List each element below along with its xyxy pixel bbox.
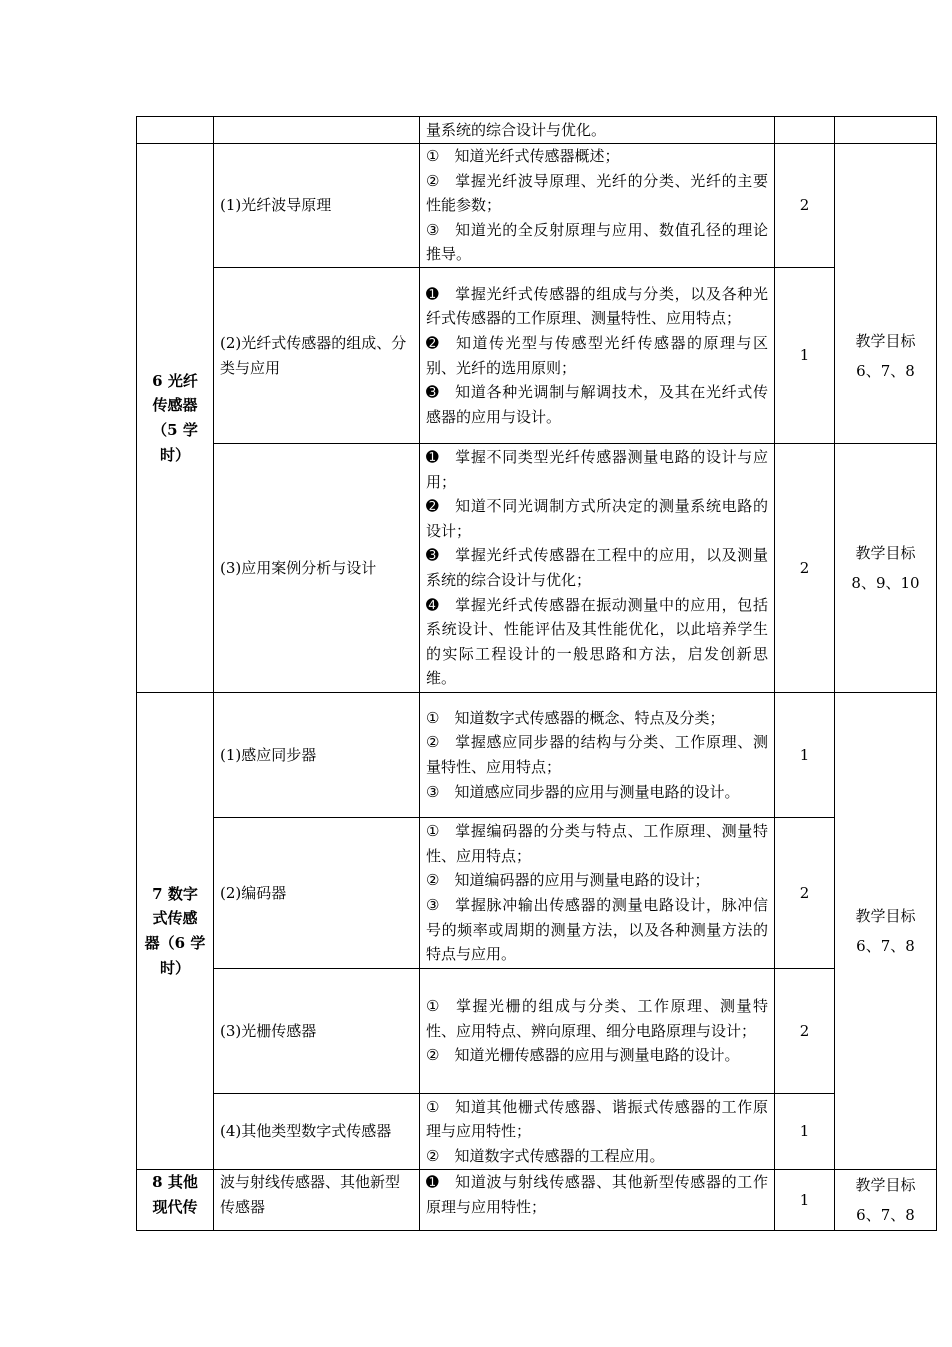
content-item [426,144,768,169]
content-item [426,380,768,429]
content-item [426,706,768,731]
item-marker: ③ [426,782,440,801]
chapter-line: 6 光纤 [152,371,198,390]
item-text: 知道各种光调制与解调技术，及其在光纤式传感器的应用与设计。 [426,383,768,426]
goal-label: 教学目标 [855,1176,916,1194]
item-marker: ② [426,733,440,752]
topic-cell: (4)其他类型数字式传感器 [214,1094,420,1170]
content-item [426,819,768,868]
goal-numbers: 6、7、8 [856,937,915,955]
content-cell [420,818,775,969]
goal-numbers: 6、7、8 [856,1206,915,1224]
syllabus-table [136,116,937,1231]
chapter-cell [137,693,214,1170]
item-marker: ② [426,1146,440,1165]
item-text: 知道感应同步器的应用与测量电路的设计。 [454,782,740,801]
goal-cell [835,444,937,693]
goal-numbers: 8、9、10 [851,574,920,592]
item-text: 知道编码器的应用与测量电路的设计； [454,871,710,890]
table-row [137,144,937,268]
item-marker: ➍ [426,595,439,614]
goal-cell [835,1170,937,1231]
chapter-line: 7 数字 [152,884,198,903]
content-item [426,893,768,967]
table-row [137,117,937,144]
hours-cell: 2 [775,444,835,693]
chapter-line: 传感器 [152,396,198,415]
chapter-line: 时） [159,445,190,464]
content-cell [420,1094,775,1170]
chapter-cell [137,117,214,144]
item-marker: ➊ [426,448,439,467]
item-text: 掌握光栅的组成与分类、工作原理、测量特性、应用特点、辨向原理、细分电路原理与设计； [426,997,768,1040]
item-marker: ① [426,822,440,841]
content-item [426,282,768,331]
goal-cell [835,693,937,1170]
hours-cell: 2 [775,818,835,969]
item-text: 掌握光纤波导原理、光纤的分类、光纤的主要性能参数； [426,171,768,215]
hours-cell: 1 [775,1170,835,1231]
content-cell [420,144,775,268]
item-marker: ① [426,997,440,1016]
content-cell [420,268,775,444]
item-marker: ➋ [426,497,439,516]
item-marker: ➌ [426,546,439,565]
topic-cell: 波与射线传感器、其他新型传感器 [214,1170,420,1231]
chapter-line: 器（6 学 [144,934,206,952]
item-marker: ③ [426,896,440,914]
item-text: 知道光栅传感器的应用与测量电路的设计。 [454,1046,740,1065]
topic-cell: (2)光纤式传感器的组成、分类与应用 [214,268,420,444]
hours-cell: 1 [775,268,835,444]
content-cell [420,444,775,693]
goal-cell [835,117,937,144]
content-item [426,445,768,494]
item-marker: ① [426,1097,440,1116]
item-text: 知道其他栅式传感器、谐振式传感器的工作原理与应用特性； [426,1097,768,1141]
item-marker: ① [426,147,440,166]
hours-cell: 2 [775,144,835,268]
item-marker: ③ [426,220,440,239]
table-row [137,268,937,444]
content-cell [420,969,775,1094]
chapter-line: （5 学 [152,421,198,439]
item-text: 知道波与射线传感器、其他新型传感器的工作原理与应用特性； [426,1173,768,1216]
item-marker: ② [426,171,440,190]
content-item [426,780,768,805]
item-marker: ➋ [426,333,439,352]
item-text: 掌握编码器的分类与特点、工作原理、测量特性、应用特点； [426,822,768,865]
content-item [426,169,768,218]
chapter-line: 8 其他 [152,1173,198,1191]
table-row [137,444,937,693]
content-item [426,543,768,592]
content-item [426,218,768,267]
content-item [426,331,768,380]
goal-numbers: 6、7、8 [856,361,915,380]
content-cell [420,1170,775,1231]
hours-cell: 2 [775,969,835,1094]
item-text: 掌握脉冲输出传感器的测量电路设计，脉冲信号的频率或周期的测量方法，以及各种测量方法的特点与应用。 [426,896,768,964]
topic-cell [214,117,420,144]
table-row [137,693,937,818]
item-marker: ➌ [426,383,439,402]
content-cell [420,693,775,818]
content-item [426,1043,768,1068]
chapter-cell [137,1170,214,1231]
item-text: 知道数字式传感器的概念、特点及分类； [454,708,725,727]
chapter-line: 式传感 [152,909,198,928]
chapter-line: 现代传 [152,1197,198,1216]
topic-cell: (3)光栅传感器 [214,969,420,1094]
table-row [137,1170,937,1231]
goal-label: 教学目标 [855,907,916,925]
item-text: 知道光纤式传感器概述； [454,147,620,166]
item-marker: ② [426,1046,440,1065]
topic-cell: (2)编码器 [214,818,420,969]
content-line: 量系统的综合设计与优化。 [426,120,607,139]
hours-cell: 1 [775,693,835,818]
item-marker: ② [426,871,440,890]
goal-label: 教学目标 [855,331,916,350]
table-row [137,818,937,969]
item-text: 知道不同光调制方式所决定的测量系统电路的设计； [426,497,768,540]
hours-cell [775,117,835,144]
table-row [137,969,937,1094]
topic-cell: (3)应用案例分析与设计 [214,444,420,693]
chapter-cell [137,144,214,693]
item-marker: ➊ [426,284,439,303]
content-item [426,1144,768,1169]
table-row [137,1094,937,1170]
content-item [426,868,768,893]
item-text: 知道传光型与传感型光纤传感器的原理与区别、光纤的选用原则； [426,333,768,377]
item-text: 知道光的全反射原理与应用、数值孔径的理论推导。 [426,220,768,264]
content-item [426,1170,768,1219]
chapter-line: 时） [159,958,190,977]
topic-cell: (1)感应同步器 [214,693,420,818]
hours-cell: 1 [775,1094,835,1170]
content-item [426,494,768,543]
item-text: 掌握不同类型光纤传感器测量电路的设计与应用； [426,448,768,491]
content-item [426,730,768,779]
item-marker: ➊ [426,1173,439,1191]
content-cell [420,117,775,144]
topic-cell: (1)光纤波导原理 [214,144,420,268]
goal-cell [835,144,937,444]
item-text: 掌握光纤式传感器的组成与分类，以及各种光纤式传感器的工作原理、测量特性、应用特点； [426,284,768,328]
content-item [426,994,768,1043]
item-text: 掌握感应同步器的结构与分类、工作原理、测量特性、应用特点； [426,733,768,776]
goal-label: 教学目标 [855,544,916,562]
item-marker: ① [426,708,440,727]
content-item [426,1095,768,1144]
item-text: 掌握光纤式传感器在工程中的应用，以及测量系统的综合设计与优化； [426,546,768,589]
item-text: 掌握光纤式传感器在振动测量中的应用，包括系统设计、性能评估及其性能优化，以此培养学生的实际工程设计的一般思路和方法，启发创新思维。 [426,595,768,688]
item-text: 知道数字式传感器的工程应用。 [454,1146,665,1165]
content-item [426,593,768,691]
